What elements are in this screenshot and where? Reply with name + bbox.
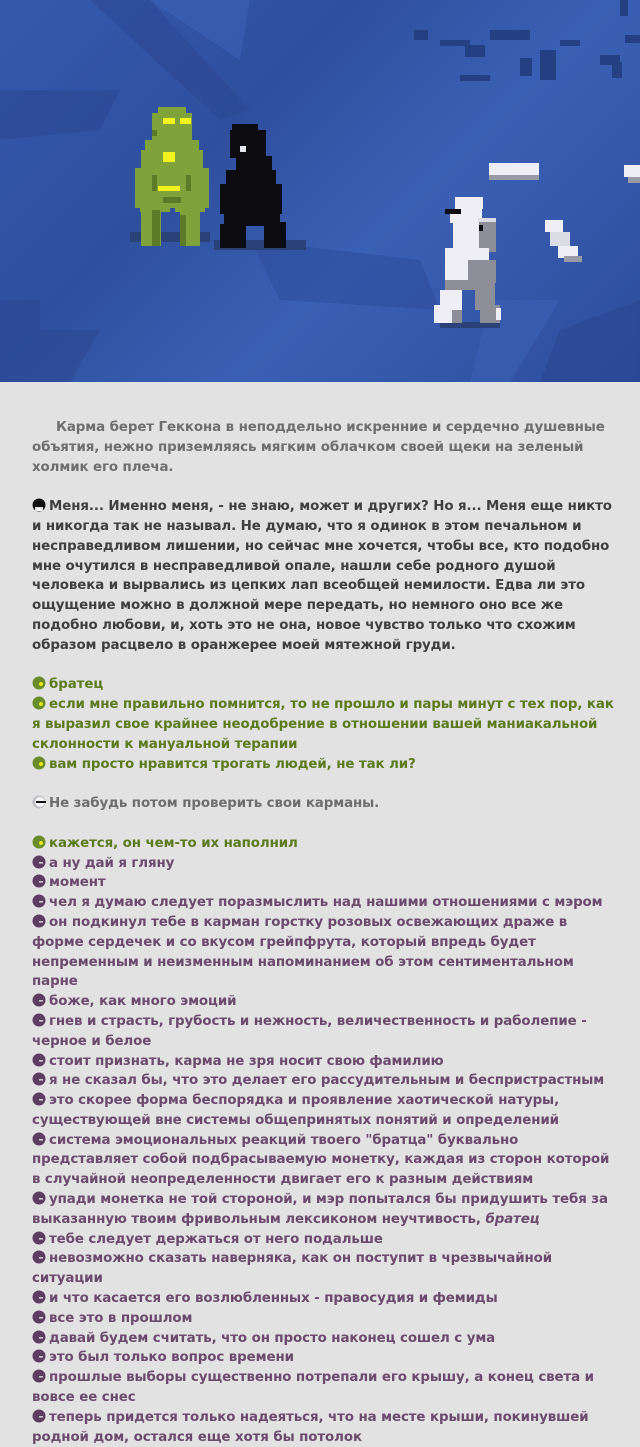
message-text: упади монетка не той стороной, и мэр попытался бы придушить тебя за выказанную твоим фривольным лексиконом неучтивость, [32,1192,608,1227]
message-text: я не сказал бы, что это делает его рассудительным и беспристрастным [49,1073,605,1089]
purple-head-icon [32,1330,46,1344]
green-speaker-block [32,675,617,774]
purple-speaker-message [32,873,617,893]
purple-speaker-message [32,854,617,874]
purple-head-icon [32,1132,46,1146]
purple-head-icon [32,1349,46,1363]
green-speaker-message [32,675,617,695]
black-speaker-message [32,497,617,655]
narration-text: Карма берет Геккона в неподдельно искренние и сердечно душевные объятия, нежно приземляясь мягким облачком своей щеки на зеленый холмик его плеча. [32,420,605,475]
floating-debris [489,163,640,262]
purple-speaker-message [32,913,617,992]
purple-speaker-message [32,1309,617,1329]
purple-head-icon [32,1013,46,1027]
message-text: чел я думаю следует поразмыслить над нашими отношениями с мэром [49,895,603,911]
purple-speaker-message [32,992,617,1012]
white-figure-character [434,197,501,323]
green-speaker-message [32,695,617,754]
message-text: вам просто нравится трогать людей, не так ли? [49,756,416,772]
purple-speaker-message [32,1091,617,1131]
purple-head-icon [32,914,46,928]
pixel-art-scene [0,0,640,382]
purple-speaker-message [32,1131,617,1190]
game-scene-image [0,0,640,382]
purple-speaker-message [32,1329,617,1349]
green-head-icon [32,676,46,690]
green-head-icon [32,756,46,770]
green-robot-character [135,107,209,246]
white-speaker-text: Не забудь потом проверить свои карманы. [49,796,380,812]
emphasis-text: братец [485,1211,540,1227]
message-text: и что касается его возлюбленных - правосудия и фемиды [49,1291,498,1307]
message-text: система эмоциональных реакций твоего "братца" буквально представляет собой подбрасываемую монетку, каждая из сторон которой в случайной неопределенности двигает его к разным действиям [32,1132,610,1188]
message-text: боже, как много эмоций [49,994,237,1010]
message-text: гнев и страсть, грубость и нежность, величественность и раболепие - черное и белое [32,1013,587,1049]
message-text: теперь придется только надеяться, что на месте крыши, покинувшей родной дом, остался еще хотя бы потолок [32,1409,589,1445]
purple-speaker-message [32,1368,617,1408]
purple-head-icon [32,1092,46,1106]
purple-head-icon [32,1310,46,1324]
black-silhouette-character [220,124,286,248]
purple-speaker-message [32,1190,617,1230]
purple-head-icon [32,1231,46,1245]
white-speaker-message [32,794,617,814]
green-head-icon [32,835,46,849]
purple-head-icon [32,1191,46,1205]
message-text: невозможно сказать наверняка, как он поступит в чрезвычайной ситуации [32,1251,553,1287]
white-head-icon [32,795,46,809]
purple-head-icon [32,874,46,888]
purple-speaker-message [32,1071,617,1091]
purple-head-icon [32,993,46,1007]
purple-speaker-message [32,1249,617,1289]
message-text: это был только вопрос времени [49,1350,294,1366]
purple-head-icon [32,1369,46,1383]
purple-speaker-block [32,854,617,1447]
message-text: братец [49,677,104,693]
message-text: момент [49,875,106,891]
dark-cracks [414,0,640,81]
message-text: это скорее форма беспорядка и проявление хаотической натуры, существующей вне системы общепринятых понятий и определений [32,1093,560,1128]
purple-speaker-message [32,1408,617,1447]
message-text: все это в прошлом [49,1310,193,1326]
green-speaker-message [32,834,617,854]
green-speaker-message [32,755,617,775]
purple-head-icon [32,1053,46,1067]
green-head-icon [32,696,46,710]
message-text: прошлые выборы существенно потрепали его крышу, а конец света и вовсе ее снес [32,1370,594,1406]
purple-speaker-message [32,1012,617,1052]
purple-speaker-message [32,1230,617,1250]
purple-speaker-message [32,893,617,913]
message-text: тебе следует держаться от него подальше [49,1231,383,1247]
message-text: если мне правильно помнится, то не прошло и пары минут с тех пор, как я выразил свое крайнее неодобрение в отношении вашей маниакальной склонности к мануальной терапии [32,697,614,752]
purple-speaker-message [32,1348,617,1368]
purple-head-icon [32,1072,46,1086]
purple-head-icon [32,1409,46,1423]
black-head-icon [32,498,46,512]
purple-speaker-message [32,1289,617,1309]
purple-head-icon [32,894,46,908]
message-text: а ну дай я гляну [49,855,175,871]
message-text: стоит признать, карма не зря носит свою фамилию [49,1053,444,1069]
dialogue-log [32,418,617,1447]
purple-head-icon [32,855,46,869]
purple-speaker-message [32,1052,617,1072]
black-speaker-text: Меня... Именно меня, - не знаю, может и других? Но я... Меня еще никто и никогда так не называл. Не думаю, что я одинок в этом печальном и несправедливом лишении, но сейчас мне хочется, чтобы все, кто подобно мне очутился в несправедливой опале, нашли себе родного душой человека и вырвались из цепких лап всеобщей немилости. Едва ли это ощущение можно в должной мере передать, но немного оно все же подобно любови, и, хоть это не она, новое чувство только что схожим образом расцвело в оранжерее моей мятежной груди. [32,499,612,653]
purple-head-icon [32,1290,46,1304]
message-text: давай будем считать, что он просто наконец сошел с ума [49,1330,496,1346]
purple-head-icon [32,1250,46,1264]
message-text: он подкинул тебе в карман горстку розовых освежающих драже в форме сердечек и со вкусом грейпфрута, который впредь будет непременным и неизменным напоминанием об этом сентиментальном парне [32,914,574,990]
message-text: кажется, он чем-то их наполнил [49,835,298,851]
